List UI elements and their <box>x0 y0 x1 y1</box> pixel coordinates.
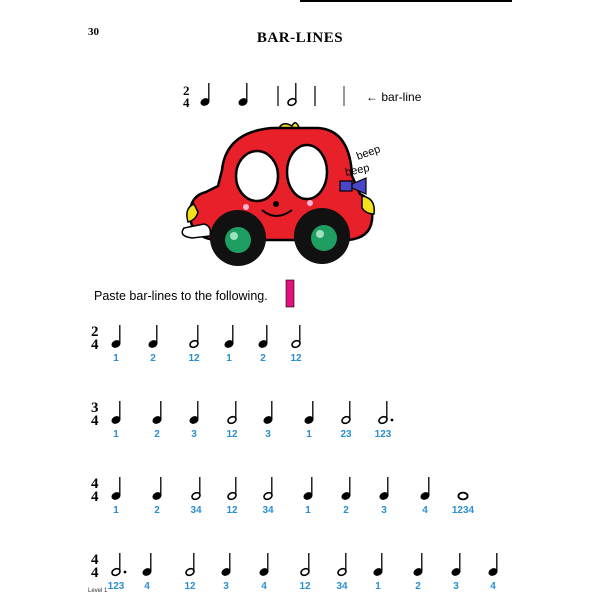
whole-note <box>458 493 467 500</box>
beat-count: 12 <box>226 429 238 440</box>
barline-label: ← bar-line <box>366 90 422 104</box>
quarter-note <box>238 83 248 107</box>
quarter-note <box>258 325 268 349</box>
half-note <box>341 401 351 425</box>
beat-count: 12 <box>290 353 302 364</box>
beat-count: 12 <box>188 353 200 364</box>
beat-count: 2 <box>150 353 156 364</box>
half-note <box>189 325 199 349</box>
beat-count: 3 <box>223 581 229 592</box>
quarter-note <box>224 325 234 349</box>
dotted-half-note <box>378 401 394 425</box>
time-signature-bottom: 4 <box>91 489 99 505</box>
wheel-rim <box>311 225 337 251</box>
quarter-note <box>304 401 314 425</box>
exercise-row <box>91 400 393 440</box>
beep-text-1: beep <box>354 143 383 163</box>
quarter-note <box>373 553 383 577</box>
time-signature-bottom: 4 <box>91 413 99 429</box>
page-footer: Level 1 <box>88 588 108 594</box>
beat-count: 1 <box>305 505 311 516</box>
half-note <box>227 401 237 425</box>
car-cheek-left <box>243 204 249 210</box>
beat-count: 34 <box>336 581 348 592</box>
quarter-note <box>111 477 121 501</box>
beat-count: 1 <box>306 429 312 440</box>
car-nose <box>273 201 279 207</box>
beat-count: 12 <box>226 505 238 516</box>
quarter-note <box>221 553 231 577</box>
instruction-text: Paste bar-lines to the following. <box>94 289 268 303</box>
beat-count: 12 <box>184 581 196 592</box>
quarter-note <box>341 477 351 501</box>
dotted-half-note <box>111 553 127 577</box>
beat-count: 3 <box>191 429 197 440</box>
red-car-illustration <box>182 123 382 266</box>
note-dot <box>124 571 127 574</box>
quarter-note <box>148 325 158 349</box>
exercise-row <box>91 324 302 364</box>
barline-label-text: bar-line <box>381 90 422 104</box>
quarter-note <box>111 325 121 349</box>
quarter-note <box>413 553 423 577</box>
beat-count: 4 <box>422 505 428 516</box>
beat-count: 3 <box>453 581 459 592</box>
example-time-sig-bottom: 4 <box>183 95 190 110</box>
beat-count: 4 <box>144 581 150 592</box>
half-note <box>227 477 237 501</box>
time-signature-top: 2 <box>91 324 99 340</box>
car-wheel-left <box>210 210 266 266</box>
beat-count: 3 <box>265 429 271 440</box>
car-bumper <box>182 224 210 238</box>
beat-count: 4 <box>490 581 496 592</box>
beat-count: 34 <box>190 505 202 516</box>
beat-count: 123 <box>107 581 125 592</box>
time-signature-top: 4 <box>91 552 99 568</box>
wheel-highlight <box>316 230 324 238</box>
half-note <box>300 553 310 577</box>
beat-count: 3 <box>381 505 387 516</box>
beat-count: 34 <box>262 505 274 516</box>
beat-count: 1 <box>375 581 381 592</box>
beep-text-2: beep <box>344 162 371 179</box>
quarter-note <box>111 401 121 425</box>
car-cheek-right <box>307 200 313 206</box>
quarter-note <box>152 477 162 501</box>
beat-count: 123 <box>374 429 392 440</box>
barline-sticker[interactable] <box>286 280 294 307</box>
quarter-note <box>189 401 199 425</box>
beat-count: 2 <box>415 581 421 592</box>
note-head <box>458 493 467 500</box>
car-window-left <box>236 151 278 201</box>
example-notation <box>183 83 344 110</box>
exercise-row <box>91 552 498 592</box>
car-window-right <box>287 145 327 199</box>
page-title: BAR-LINES <box>256 30 344 46</box>
half-note <box>185 553 195 577</box>
time-signature-bottom: 4 <box>91 565 99 581</box>
beat-count: 1 <box>113 505 119 516</box>
wheel-highlight <box>230 232 238 240</box>
half-note <box>291 325 301 349</box>
half-note <box>337 553 347 577</box>
beat-count: 2 <box>343 505 349 516</box>
time-signature-top: 3 <box>91 400 99 416</box>
page-number: 30 <box>88 26 99 38</box>
quarter-note <box>379 477 389 501</box>
quarter-note <box>488 553 498 577</box>
beat-count: 4 <box>261 581 267 592</box>
beat-count: 2 <box>260 353 266 364</box>
exercise-row <box>91 476 475 516</box>
beat-count: 1 <box>226 353 232 364</box>
quarter-note <box>303 477 313 501</box>
beat-count: 1 <box>113 429 119 440</box>
car-horn-bulb <box>340 181 352 191</box>
quarter-note <box>152 401 162 425</box>
note-dot <box>391 419 394 422</box>
quarter-note <box>200 83 210 107</box>
time-signature-bottom: 4 <box>91 337 99 353</box>
half-note <box>191 477 201 501</box>
beat-count: 2 <box>154 505 160 516</box>
quarter-note <box>259 553 269 577</box>
quarter-note <box>420 477 430 501</box>
beat-count: 1234 <box>451 505 475 516</box>
wheel-rim <box>225 227 251 253</box>
exercise-rows <box>91 324 498 592</box>
car-wheel-right <box>294 208 350 264</box>
quarter-note <box>451 553 461 577</box>
example-time-sig-top: 2 <box>183 83 190 98</box>
time-signature-top: 4 <box>91 476 99 492</box>
half-note <box>287 83 297 107</box>
quarter-note <box>142 553 152 577</box>
half-note <box>263 477 273 501</box>
beat-count: 12 <box>299 581 311 592</box>
beat-count: 2 <box>154 429 160 440</box>
beat-count: 23 <box>340 429 352 440</box>
quarter-note <box>263 401 273 425</box>
beat-count: 1 <box>113 353 119 364</box>
